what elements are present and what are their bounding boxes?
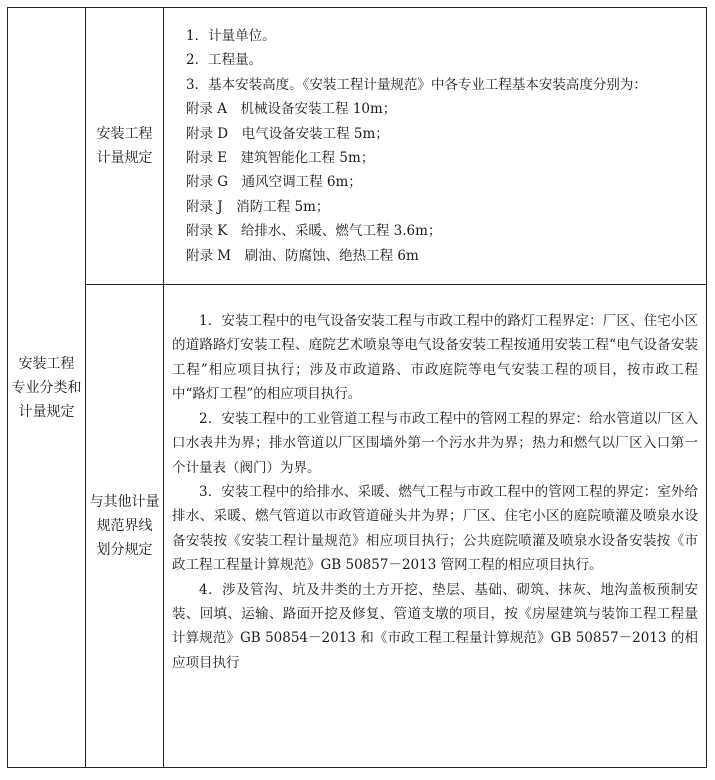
paragraph: 3．安装工程中的给排水、采暖、燃气工程与市政工程中的管网工程的界定：室外给排水、采暖、燃气管道以市政管道碰头井为界；厂区、住宅小区的庭院喷灌及喷泉水设备安装按《安装工程计量规范》相应项目执行；公共庭院喷灌及喷泉水设备安装按《市政工程工程量计算规范》GB 50857－2013 管网工程的相应项目执行。 — [172, 483, 698, 574]
list-item: 附录 G 通风空调工程 6m； — [186, 174, 362, 191]
list-item: 2．工程量。 — [186, 52, 263, 69]
list-item: 附录 J 消防工程 5m； — [186, 198, 330, 215]
list-item: 附录 K 给排水、采暖、燃气工程 3.6m； — [186, 223, 442, 240]
category-label-line: 安装工程 — [18, 355, 75, 372]
boundary-rule-label-line: 与其他计量 — [89, 494, 160, 511]
boundary-rule-label-line: 划分规定 — [96, 542, 153, 559]
list-item: 3．基本安装高度。《安装工程计量规范》中各专业工程基本安装高度分别为： — [186, 76, 647, 93]
list-item: 附录 E 建筑智能化工程 5m； — [186, 150, 375, 167]
list-item: 附录 A 机械设备安装工程 10m； — [186, 101, 397, 118]
list-item: 附录 M 刷油、防腐蚀、绝热工程 6m — [186, 247, 419, 264]
category-label-line: 计量规定 — [18, 403, 75, 420]
paragraph: 2．安装工程中的工业管道工程与市政工程中的管网工程的界定：给水管道以厂区入口水表井为界；排水管道以厂区围墙外第一个污水井为界；热力和燃气以厂区入口第一个计量表（阀门）为界。 — [172, 410, 698, 476]
table-row — [8, 8, 707, 285]
table-row — [8, 285, 707, 768]
paragraph: 4．涉及管沟、坑及井类的土方开挖、垫层、基础、砌筑、抹灰、地沟盖板预制安装、回填、运输、路面开挖及修复、管道支墩的项目，按《房屋建筑与装饰工程工程量计算规范》GB 50854－2013 和《市政工程工程量计算规范》GB 50857－2013 的相应项目执行 — [172, 581, 698, 671]
boundary-rule-label-cell — [86, 285, 164, 768]
category-label-line: 专业分类和 — [11, 379, 82, 396]
boundary-rule-label-line: 规范界线 — [96, 518, 153, 535]
measure-rule-content-cell — [164, 8, 707, 285]
list-item: 附录 D 电气设备安装工程 5m； — [186, 125, 389, 142]
category-cell — [8, 8, 86, 768]
boundary-rule-content-cell — [164, 285, 707, 768]
specification-table — [7, 7, 707, 768]
paragraph: 1．安装工程中的电气设备安装工程与市政工程中的路灯工程界定：厂区、住宅小区的道路路灯安装工程、庭院艺术喷泉等电气设备安装工程按通用安装工程“电气设备安装工程”相应项目执行；涉及市政道路、市政庭院等电气安装工程的项目，按市政工程中“路灯工程”的相应项目执行。 — [172, 313, 698, 403]
measure-rule-label-cell — [86, 8, 164, 285]
measure-rule-label-line: 安装工程 — [96, 126, 153, 143]
measure-rule-label-line: 计量规定 — [96, 150, 153, 167]
list-item: 1．计量单位。 — [186, 28, 276, 44]
